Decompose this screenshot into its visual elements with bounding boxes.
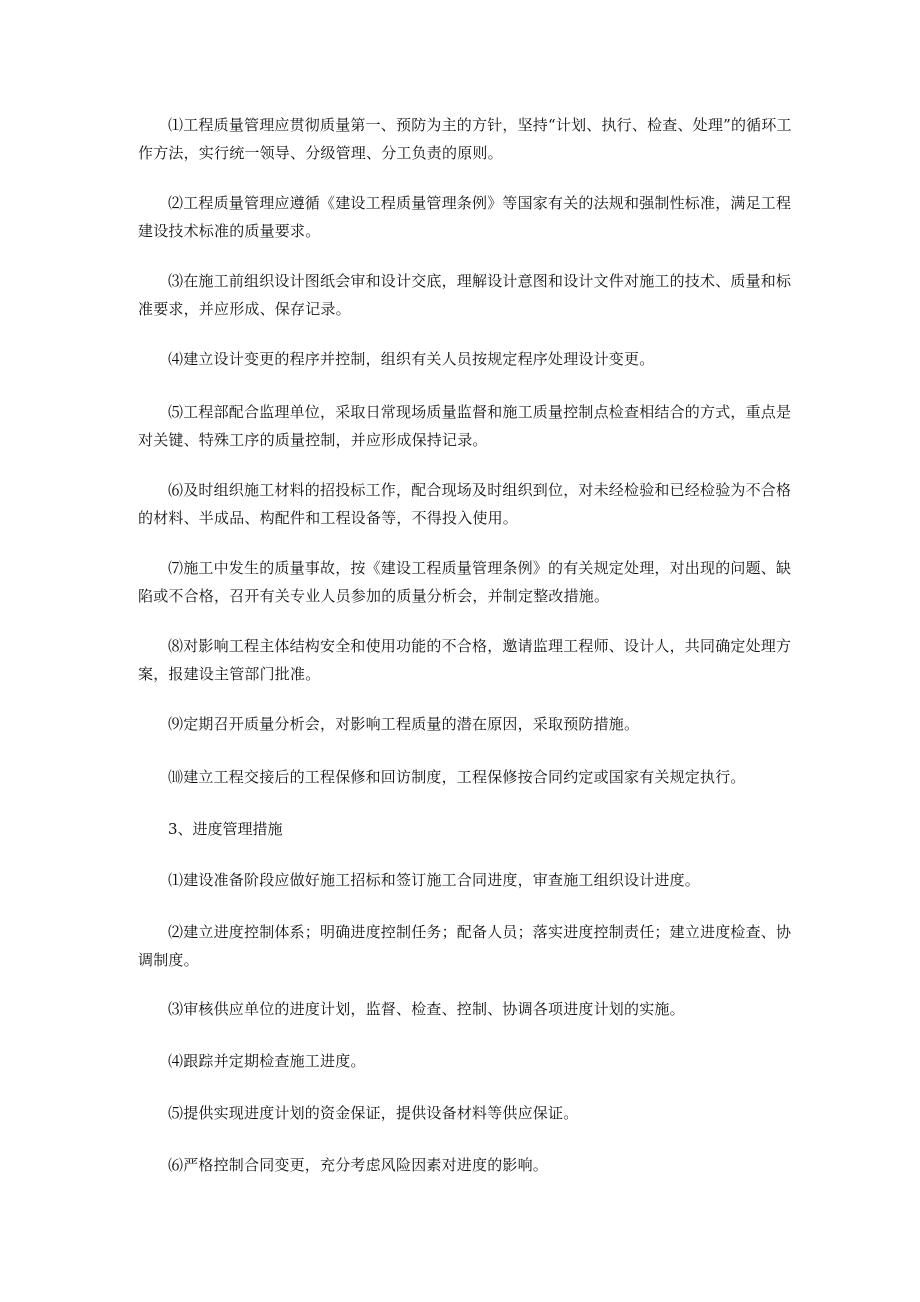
quality-item-2: ⑵工程质量管理应遵循《建设工程质量管理条例》等国家有关的法规和强制性标准，满足工程建设技术标准的质量要求。 [138, 194, 792, 240]
quality-item-4: ⑷建立设计变更的程序并控制，组织有关人员按规定程序处理设计变更。 [168, 350, 655, 368]
schedule-item-5: ⑸提供实现进度计划的资金保证，提供设备材料等供应保证。 [168, 1104, 579, 1122]
quality-item-5: ⑸工程部配合监理单位，采取日常现场质量监督和施工质量控制点检查相结合的方式，重点是对关键、特殊工序的质量控制，并应形成保持记录。 [138, 403, 792, 449]
quality-item-6: ⑹及时组织施工材料的招投标工作，配合现场及时组织到位，对未经检验和已经检验为不合格的材料、半成品、构配件和工程设备等，不得投入使用。 [138, 481, 792, 527]
quality-item-9: ⑼定期召开质量分析会，对影响工程质量的潜在原因，采取预防措施。 [168, 715, 640, 733]
section-heading-schedule: 3、进度管理措施 [168, 820, 283, 838]
schedule-item-3: ⑶审核供应单位的进度计划，监督、检查、控制、协调各项进度计划的实施。 [168, 1000, 685, 1018]
schedule-item-2: ⑵建立进度控制体系；明确进度控制任务；配备人员；落实进度控制责任；建立进度检查、协调制度。 [138, 923, 792, 969]
schedule-item-1: ⑴建设准备阶段应做好施工招标和签订施工合同进度，审查施工组织设计进度。 [168, 871, 701, 889]
schedule-item-6: ⑹严格控制合同变更，充分考虑风险因素对进度的影响。 [168, 1156, 549, 1174]
schedule-item-4: ⑷跟踪并定期检查施工进度。 [168, 1052, 366, 1070]
quality-item-3: ⑶在施工前组织设计图纸会审和设计交底，理解设计意图和设计文件对施工的技术、质量和标准要求，并应形成、保存记录。 [138, 272, 792, 318]
quality-item-7: ⑺施工中发生的质量事故，按《建设工程质量管理条例》的有关规定处理，对出现的问题、缺陷或不合格，召开有关专业人员参加的质量分析会，并制定整改措施。 [138, 559, 792, 605]
quality-item-1: ⑴工程质量管理应贯彻质量第一、预防为主的方针，坚持“计划、执行、检查、处理”的循环工作方法，实行统一领导、分级管理、分工负责的原则。 [138, 116, 792, 162]
quality-item-10: ⑽建立工程交接后的工程保修和回访制度，工程保修按合同约定或国家有关规定执行。 [168, 768, 746, 786]
quality-item-8: ⑻对影响工程主体结构安全和使用功能的不合格，邀请监理工程师、设计人，共同确定处理方案，报建设主管部门批准。 [138, 637, 792, 683]
